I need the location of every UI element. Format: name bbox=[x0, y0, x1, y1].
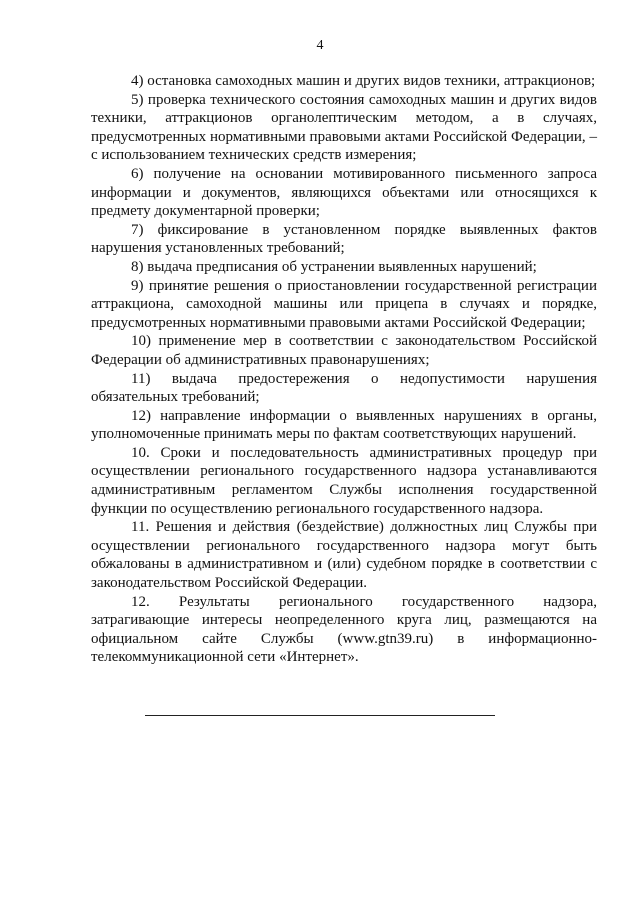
paragraph-item-9: 9) принятие решения о приостановлении государственной регистрации аттракциона, самоходной машины или прицепа в случаях и порядке, предусмотренных нормативными правовыми актами Российской Федерации; bbox=[91, 277, 597, 331]
page-number: 4 bbox=[316, 38, 324, 53]
end-of-document-line bbox=[145, 715, 495, 716]
paragraph-section-10: 10. Сроки и последовательность административных процедур при осуществлении регионального государственного надзора устанавливаются административным регламентом Службы исполнения государственной функции по осуществлению регионального государственного надзора. bbox=[91, 444, 597, 517]
paragraph-item-6: 6) получение на основании мотивированного письменного запроса информации и документов, являющихся объектами или относящихся к предмету документарной проверки; bbox=[91, 165, 597, 220]
paragraph-item-10: 10) применение мер в соответствии с законодательством Российской Федерации об административных правонарушениях; bbox=[91, 333, 597, 368]
document-body bbox=[91, 72, 597, 667]
paragraph-item-4: 4) остановка самоходных машин и других видов техники, аттракционов; bbox=[131, 73, 596, 89]
paragraph-section-11: 11. Решения и действия (бездействие) должностных лиц Службы при осуществлении регионального государственного надзора могут быть обжалованы в административном и (или) судебном порядке в соответствии с законодательством Российской Федерации. bbox=[91, 519, 597, 592]
paragraph-item-11: 11) выдача предостережения о недопустимости нарушения обязательных требований; bbox=[91, 370, 597, 406]
paragraph-item-8: 8) выдача предписания об устранении выявленных нарушений; bbox=[131, 258, 537, 275]
paragraph-item-5: 5) проверка технического состояния самоходных машин и других видов техники, аттракционов органолептическим методом, а в случаях, предусмотренных нормативными правовыми актами Российской Федерации, – с использованием технических средств измерения; bbox=[91, 91, 597, 164]
paragraph-section-12: 12. Результаты регионального государственного надзора, затрагивающие интересы неопределенного круга лиц, размещаются на официальном сайте Службы (www.gtn39.ru) в информационно-телекоммуникационной сети «Интернет». bbox=[91, 593, 597, 666]
paragraph-item-12: 12) направление информации о выявленных нарушениях в органы, уполномоченные принимать меры по фактам соответствующих нарушений. bbox=[91, 407, 597, 443]
paragraph-item-7: 7) фиксирование в установленном порядке выявленных фактов нарушения установленных требований; bbox=[91, 221, 597, 257]
